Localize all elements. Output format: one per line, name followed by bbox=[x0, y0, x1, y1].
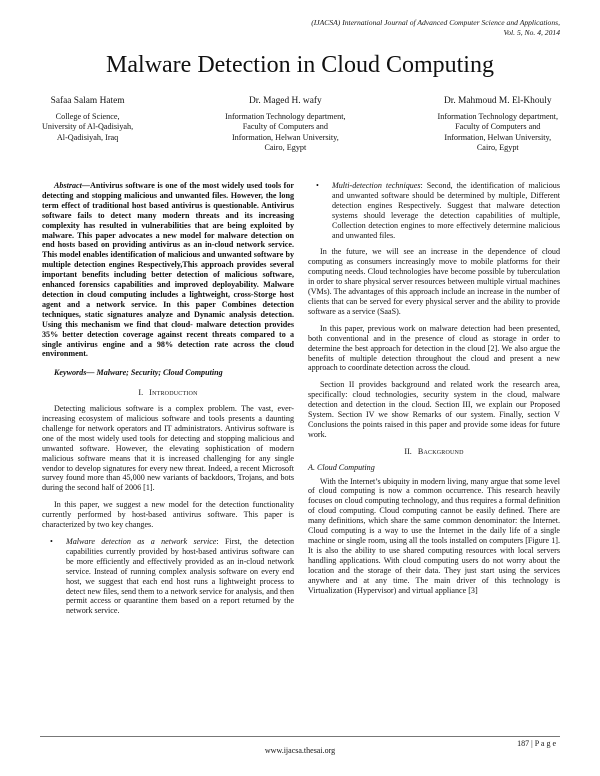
author-affiliation: Al-Qadisiyah, Iraq bbox=[56, 132, 119, 142]
bullet-item bbox=[42, 537, 294, 616]
author-affiliation: Information Technology department, bbox=[437, 111, 558, 121]
section-heading-background bbox=[308, 447, 560, 457]
bullet-label: Malware detection as a network service bbox=[66, 537, 217, 546]
journal-header bbox=[230, 18, 560, 38]
section-title: Introduction bbox=[149, 388, 198, 398]
author-affiliation: Cairo, Egypt bbox=[476, 143, 519, 152]
author-affiliation: Information Technology department, bbox=[225, 111, 346, 121]
bullet-icon: • bbox=[50, 537, 53, 546]
section-number: I. bbox=[138, 388, 144, 398]
section-heading-introduction bbox=[42, 388, 294, 398]
bullet-text: : Second, the identification of malicious and unwanted software should be determined by multiple, Different detection engines Respectively. Suggest that malware detection systems should leverage the detection capabilities of multiple, Collection detection engines to more effectively determine malicious and unwanted files. bbox=[332, 181, 560, 240]
keywords: Keywords— Malware; Security; Cloud Computing bbox=[54, 368, 223, 378]
author-name: Dr. Maged H. wafy bbox=[249, 96, 322, 106]
author-3 bbox=[438, 96, 558, 154]
bullet-label: Multi-detection techniques bbox=[332, 181, 421, 190]
author-affiliation: University of Al-Qadisiyah, bbox=[42, 122, 134, 131]
author-affiliation: Cairo, Egypt bbox=[264, 143, 307, 152]
author-affiliation: Information, Helwan University, bbox=[444, 132, 552, 142]
abstract-text: Antivirus software is one of the most widely used tools for detecting and stopping malicious and unwanted files. However, the long term effect of traditional host based antivirus is questionable. Antivirus software fails to detect many modern threats and its increasing complexity has resulted in vulnerabilities that are being exploited by malware. This paper advocates a new model for malware detection on end hosts based on providing antivirus as an in-cloud network service. This model enables identification of malicious and unwanted software by multiple detection engines Respectively,This approach provides several important benefits including better detection of malicious software, enhanced forensics capabilities and improved deployability. Malware detection in cloud computing includes a lightweight, cross-Storge host agent and a network service. In this paper Combines detection techniques, static signatures analyze and Dynamic analysis detection. Using this mechanism we find that cloud- malware detection provides 35% better detection coverage against recent threats compared to a single antivirus engine and a 98% detection rate across the cloud environment. bbox=[42, 181, 294, 359]
footer-divider bbox=[40, 736, 560, 737]
journal-name: (IJACSA) International Journal of Advanced Computer Science and Applications, bbox=[311, 18, 560, 27]
journal-volume: Vol. 5, No. 4, 2014 bbox=[503, 28, 560, 37]
section-number: II. bbox=[404, 446, 412, 456]
paragraph: Section II provides background and related work the research area, specifically: cloud technologies, security system in the cloud, malware detection and detection in the cloud. Section III, we explain our Proposed System. Section IV we show Remarks of our system. Finally, section V Conclusions the points raised in this paper and provide some ideas for future work. bbox=[308, 380, 560, 439]
author-block bbox=[42, 96, 558, 154]
paragraph: In this paper, previous work on malware detection had been presented, both conventional and in the presence of cloud as storage in order to determine the best approach for detection in the cloud [2]. We also argue the benefits of multiple detection throughout the cloud and present a new approach to coordinate detection across the cloud. bbox=[308, 323, 560, 373]
subsection-heading: A. Cloud Computing bbox=[308, 462, 375, 472]
author-affiliation: Faculty of Computers and bbox=[242, 122, 328, 131]
bullet-item bbox=[308, 181, 560, 240]
right-column bbox=[308, 181, 560, 602]
paragraph: In the future, we will see an increase in the dependence of cloud computing as consumers increasingly move to mobile platforms for their computing needs. Cloud technologies have become possible by tuberculation in order to share physical server resources between multiple virtual machines (VMs). The advantages of this approach include an increase in the number of clients that can be served for every physical server and the ability to provide software as a service (SaaS). bbox=[308, 247, 560, 316]
author-affiliation: Faculty of Computers and bbox=[455, 122, 541, 131]
author-affiliation: College of Science, bbox=[55, 111, 120, 121]
bullet-text: : First, the detection capabilities currently provided by host-based antivirus software can be more efficiently and effectively provided as an in-cloud network service. Instead of running complex analysis software on every end host, we suggest that each end host runs a lightweight process to detect new files, send them to a network service for analysis, and then permit access or quarantine them based on a report returned by the network service. bbox=[66, 537, 294, 616]
section-title: Background bbox=[417, 446, 464, 456]
footer-url: www.ijacsa.thesai.org bbox=[264, 746, 336, 755]
author-name: Dr. Mahmoud M. El-Khouly bbox=[443, 96, 552, 106]
left-column bbox=[42, 181, 294, 623]
abstract-label: Abstract— bbox=[54, 181, 90, 190]
paragraph: With the Internet’s ubiquity in modern living, many argue that some level of cloud computing is now a common occurrence. This research heavily focuses on cloud computing technology, and thus requires a formal definition of cloud computing. Cloud computing cannot be easily defined. There are many definitions, which share the same common denominator: the Internet. Cloud computing is a way to use the Internet in the daily life of a single machine or single room, using all the tools installed on computers [Figure 1]. It is also the ability to use shared computing resources with local servers handling applications. With cloud computing users do not worry about the location and the storage of their data. They just start using the services anywhere and at any time. The main driver of this technology is Virtualization (Hypervisor) and virtual appliance [3] bbox=[308, 476, 560, 595]
author-1 bbox=[42, 96, 133, 154]
paragraph: In this paper, we suggest a new model for the detection functionality currently performed by host-based antivirus software. This paper is characterized by two key changes. bbox=[42, 500, 294, 530]
page-number: 187 | P a g e bbox=[517, 739, 556, 748]
abstract bbox=[42, 181, 294, 359]
bullet-icon: • bbox=[316, 181, 319, 190]
author-2 bbox=[225, 96, 345, 154]
author-affiliation: Information, Helwan University, bbox=[231, 132, 339, 142]
paragraph: Detecting malicious software is a complex problem. The vast, ever-increasing ecosystem of malicious software and tools presents a daunting challenge for network operators and IT administrators. Antivirus software is one of the most widely used tools for detecting and stopping malicious and unwanted software. However, the elevating sophistication of modern malicious software means that it is increased challenging for any single vendor to develop signatures for every new threat. Indeed, a recent Microsoft survey found more than 45,000 new variants of backdoors, Trojans, and bots during the second half of 2006 [1]. bbox=[42, 404, 294, 493]
author-name: Safaa Salam Hatem bbox=[50, 96, 125, 106]
paper-title: Malware Detection in Cloud Computing bbox=[106, 52, 494, 78]
